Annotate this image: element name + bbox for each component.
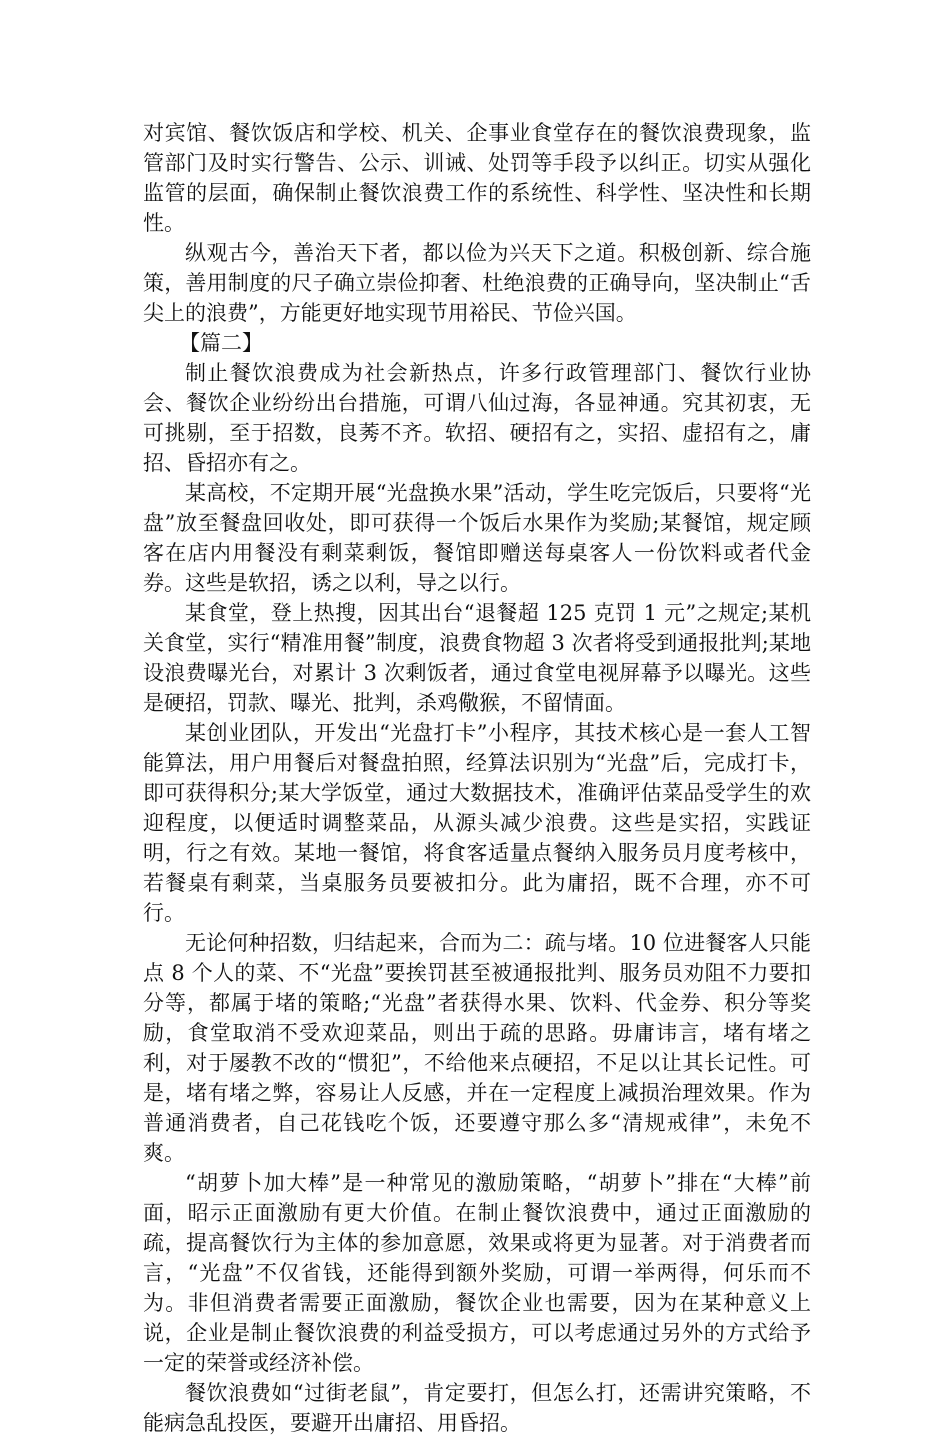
paragraph-soft-measures: 某高校，不定期开展“光盘换水果”活动，学生吃完饭后，只要将“光盘”放至餐盘回收处，即可获得一个饭后水果作为奖励;某餐馆，规定顾客在店内用餐没有剩菜剩饭，餐馆即赠送每桌客人一份饮料或者代金券。这些是软招，诱之以利，导之以行。: [143, 481, 811, 595]
paragraph-incentive: “胡萝卜加大棒”是一种常见的激励策略，“胡萝卜”排在“大棒”前面，昭示正面激励有更大价值。在制止餐饮浪费中，通过正面激励的疏，提高餐饮行为主体的参加意愿，效果或将更为显著。对于消费者而言，“光盘”不仅省钱，还能得到额外奖励，可谓一举两得，何乐而不为。非但消费者需要正面激励，餐饮企业也需要，因为在某种意义上说，企业是制止餐饮浪费的利益受损方，可以考虑通过另外的方式给予一定的荣誉或经济补偿。: [143, 1171, 811, 1375]
paragraph-practical-measures: 某创业团队，开发出“光盘打卡”小程序，其技术核心是一套人工智能算法，用户用餐后对餐盘拍照，经算法识别为“光盘”后，完成打卡，即可获得积分;某大学饭堂，通过大数据技术，准确评估菜品受学生的欢迎程度，以便适时调整菜品，从源头减少浪费。这些是实招，实践证明，行之有效。某地一餐馆，将食客适量点餐纳入服务员月度考核中，若餐桌有剩菜，当桌服务员要被扣分。此为庸招，既不合理，亦不可行。: [143, 721, 811, 925]
document-body: [143, 118, 811, 1438]
paragraph-guide-or-block: 无论何种招数，归结起来，合而为二：疏与堵。10 位进餐客人只能点 8 个人的菜、不“光盘”要挨罚甚至被通报批判、服务员劝阻不力要扣分等，都属于堵的策略;“光盘”者获得水果、饮料、代金券、积分等奖励，食堂取消不受欢迎菜品，则出于疏的思路。毋庸讳言，堵有堵之利，对于屡教不改的“惯犯”，不给他来点硬招，不足以让其长记性。可是，堵有堵之弊，容易让人反感，并在一定程度上减损治理效果。作为普通消费者，自己花钱吃个饭，还要遵守那么多“清规戒律”，未免不爽。: [143, 931, 811, 1165]
paragraph-supervision: 对宾馆、餐饮饭店和学校、机关、企事业食堂存在的餐饮浪费现象，监管部门及时实行警告、公示、训诫、处罚等手段予以纠正。切实从强化监管的层面，确保制止餐饮浪费工作的系统性、科学性、坚决性和长期性。: [143, 121, 811, 235]
paragraph-introduction: 制止餐饮浪费成为社会新热点，许多行政管理部门、餐饮行业协会、餐饮企业纷纷出台措施，可谓八仙过海，各显神通。究其初衷，无可挑剔，至于招数，良莠不齐。软招、硬招有之，实招、虚招有之，庸招、昏招亦有之。: [143, 361, 811, 475]
paragraph-hard-measures: 某食堂，登上热搜，因其出台“退餐超 125 克罚 1 元”之规定;某机关食堂，实行“精准用餐”制度，浪费食物超 3 次者将受到通报批判;某地设浪费曝光台，对累计 3 次剩饭者，通过食堂电视屏幕予以曝光。这些是硬招，罚款、曝光、批判，杀鸡儆猴，不留情面。: [143, 601, 811, 715]
section-heading: 【篇二】: [179, 331, 263, 355]
paragraph-frugality: 纵观古今，善治天下者，都以俭为兴天下之道。积极创新、综合施策，善用制度的尺子确立崇俭抑奢、杜绝浪费的正确导向，坚决制止“舌尖上的浪费”，方能更好地实现节用裕民、节俭兴国。: [143, 241, 811, 325]
paragraph-conclusion: 餐饮浪费如“过街老鼠”，肯定要打，但怎么打，还需讲究策略，不能病急乱投医，要避开出庸招、用昏招。: [143, 1381, 811, 1435]
